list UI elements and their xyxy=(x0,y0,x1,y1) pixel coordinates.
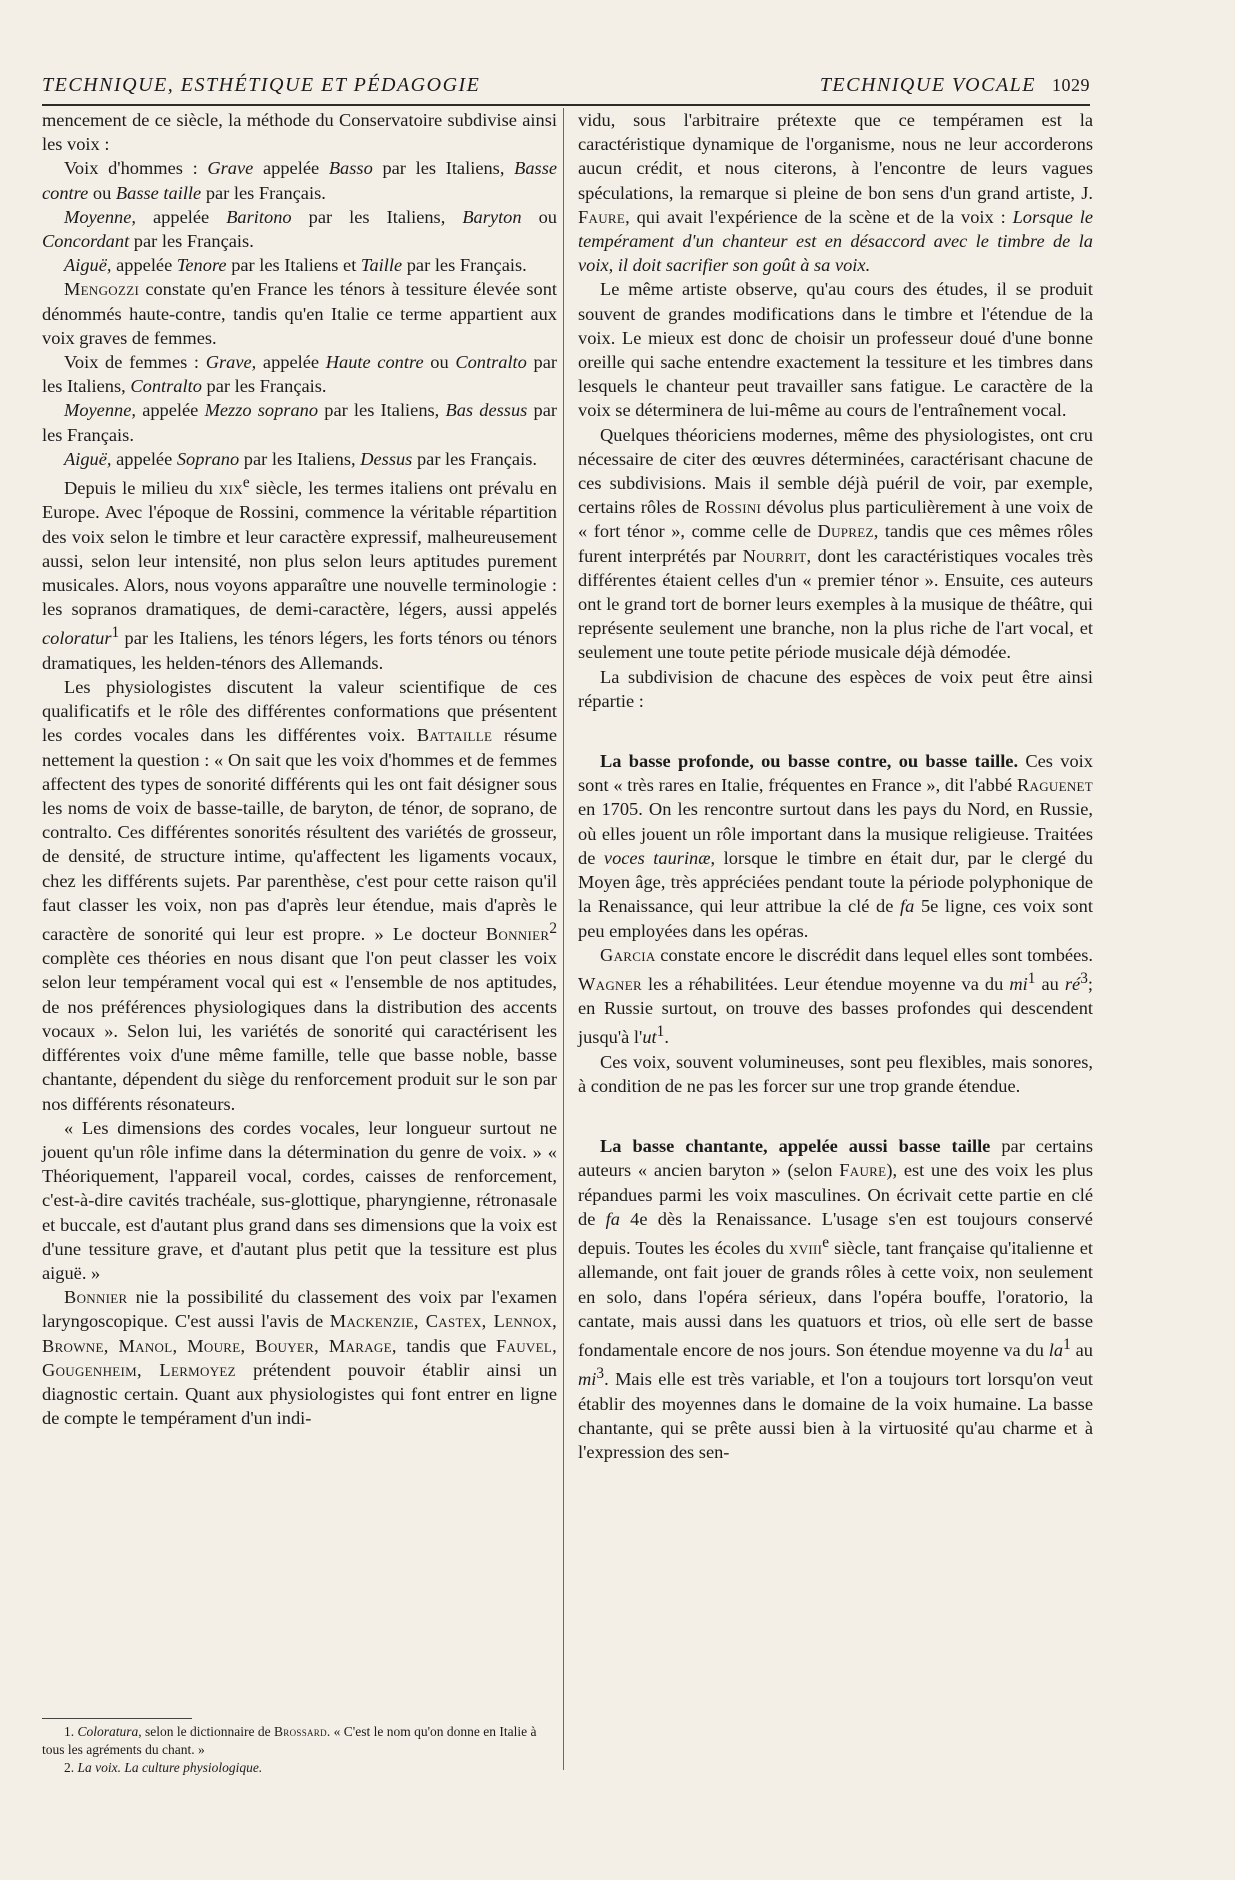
note: la xyxy=(1048,1340,1064,1361)
section-heading: La basse chantante, appelée aussi basse taille xyxy=(600,1136,991,1157)
text: Quelques théoriciens modernes, même des physiologistes, ont cru nécessaire de citer des œuvres déterminées, caractérisant chacune de ces subdivisions. Mais il semble déjà puéril de voir, par exemple, certains rôles de xyxy=(578,424,1093,518)
text: , selon le dictionnaire de xyxy=(138,1724,274,1739)
note: ré xyxy=(1064,974,1081,995)
text: fa xyxy=(900,896,915,917)
text: 5e ligne, ces voix sont peu employées dans les opéras. xyxy=(578,896,1093,941)
left-column xyxy=(42,108,557,1708)
text: . Mais elle est très variable, et l'on a toujours tort lorsqu'on veut établir des moyennes dans le domaine de la voix humaine. La basse chantante, qui se prête aussi bien à la virtuosité qu'au charme et à l'expression des sen- xyxy=(578,1369,1093,1462)
text: siècle, les termes italiens ont prévalu en Europe. Avec l'époque de Rossini, commence la véritable répartition des voix selon le timbre et leur caractère expressif, malheureusement aussi, selon leur intensité, non plus selon leurs aptitudes purement musicales. Alors, nous voyons apparaître une nouvelle terminologie : les sopranos dramatiques, de demi-caractère, légers, aussi appelés xyxy=(42,478,557,620)
author-name: Battaille xyxy=(416,725,493,746)
text: appelée xyxy=(111,255,177,276)
text: au xyxy=(1070,1340,1093,1361)
text: Voix de femmes : xyxy=(64,352,206,373)
text: ), est une des voix les plus répandues parmi les voix masculines. On écrivait cette partie en clé de xyxy=(578,1160,1093,1229)
author-name: Brossard xyxy=(273,1724,327,1739)
text: 1. xyxy=(64,1724,78,1739)
text: par les Français. xyxy=(402,255,527,276)
paragraph xyxy=(42,675,557,1116)
text: par certains auteurs « ancien baryton » (selon xyxy=(578,1136,1093,1181)
paragraph xyxy=(578,277,1093,422)
text: Basse contre xyxy=(42,158,558,203)
text: Taille xyxy=(360,255,403,276)
paragraph xyxy=(42,253,557,277)
text: , lorsque le timbre en était dur, par le clergé du Moyen âge, très appréciées pendant toute la période polyphonique de la Renaissance, qui leur attribue la clé de xyxy=(578,847,1093,917)
text: xviii xyxy=(789,1238,823,1259)
text: . « C'est le nom qu'on donne en Italie à tous les agréments du chant. » xyxy=(42,1724,537,1757)
text: voces taurinæ xyxy=(603,847,711,868)
superscript: 3 xyxy=(1080,969,1088,987)
text: coloratur xyxy=(42,628,112,649)
text: les a réhabilitées. Leur étendue moyenne va du xyxy=(641,974,1010,995)
text: Voix d'hommes : xyxy=(64,158,208,179)
note: mi xyxy=(578,1369,597,1390)
text: Moyenne, xyxy=(64,400,136,421)
paragraph xyxy=(42,398,557,446)
header-left-title: TECHNIQUE, ESTHÉTIQUE ET PÉDAGOGIE xyxy=(42,74,481,96)
footnote-2 xyxy=(42,1759,557,1777)
text: ou xyxy=(88,182,116,203)
paragraph xyxy=(578,943,1093,1050)
text: 2. xyxy=(64,1760,78,1775)
paragraph xyxy=(42,1116,557,1285)
text: appelée xyxy=(111,448,177,469)
text: appelée xyxy=(136,206,227,227)
author-name: Bonnier xyxy=(64,1287,128,1308)
superscript: 1 xyxy=(1063,1335,1071,1353)
text: xix xyxy=(218,478,243,499)
section-basse-chantante xyxy=(578,1134,1093,1464)
text: Bas dessus xyxy=(445,400,528,421)
footnote-rule xyxy=(42,1718,192,1719)
text: « Les dimensions des cordes vocales, leur longueur surtout ne jouent qu'un rôle infime dans la détermination du genre de voix. » « Théoriquement, l'appareil vocal, cordes, caisses de renforcement, c'est-à-dire cavités trachéale, sus-glottique, pharyngienne, rétronasale et buccale, est d'autant plus grand dans ses dimensions que la voix est d'une tessiture grave, et d'autant plus petit que la tessiture est plus aiguë. » xyxy=(42,1117,557,1283)
author-name: Faure xyxy=(578,206,626,227)
text: Le même artiste observe, qu'au cours des études, il se produit souvent de grandes modifications dans le timbre et l'étendue de la voix. Le mieux est donc de choisir un professeur doué d'une bonne oreille qui sache entendre exactement la tessiture et les timbres dans lesquels le chanteur peut travailler sans fatigue. Le caractère de la voix se déterminera de lui-même au cours de l'entraînement vocal. xyxy=(578,279,1093,421)
text: par les Français. xyxy=(201,182,326,203)
text: complète ces théories en nous disant que l'on peut classer les voix selon leur tempérament vocal qui est « l'ensemble de nos aptitudes, de nos préférences physiologiques dans la distribution des accents vocaux ». Selon lui, les variétés de sonorité qui caractérisent les différentes voix d'une même famille, telle que basse noble, basse chantante, dépendent du siège du renforcement produit sur le son par nos différents résonateurs. xyxy=(42,948,557,1114)
text: siècle, tant française qu'italienne et allemande, ont fait jouer de grands rôles à cette voix, non seulement en solo, dans l'opéra sérieux, dans l'opéra bouffe, l'oratorio, la cantate, mais aussi dans les quatuors et trios, où elle sert de basse fondamentale encore de nos jours. Son étendue moyenne va du xyxy=(578,1238,1094,1361)
author-name: Bonnier xyxy=(485,924,550,945)
text: Aiguë, xyxy=(64,255,112,276)
text: Contralto xyxy=(130,376,202,397)
text: Grave xyxy=(207,158,254,179)
author-name: Raguenet xyxy=(1016,775,1093,796)
text: Les physiologistes discutent la valeur scientifique de ces qualificatifs et le rôle des différentes conformations que présentent les cordes vocales dans les différentes voix. xyxy=(42,676,557,746)
text: vidu, sous l'arbitraire prétexte que ce tempéramen est la caractéristique dynamique de l'organisme, nous ne leur accorderons aucun crédit, et nous citerons, à l'encontre de leurs vagues spéculations, la remarque si pleine de bon sens d'un grand artiste, J. xyxy=(578,110,1093,203)
superscript: 1 xyxy=(1027,969,1036,987)
text: par les Français. xyxy=(412,448,537,469)
header-rule xyxy=(42,104,1090,106)
text: . xyxy=(664,1027,669,1048)
text: Coloratura xyxy=(77,1724,139,1739)
text: constate qu'en France les ténors à tessiture élevée sont dénommés haute-contre, tandis qu'en Italie ce terme appartient aux voix graves de femmes. xyxy=(42,279,557,348)
header-right xyxy=(820,74,1090,97)
author-name: Faure xyxy=(839,1160,887,1181)
running-header xyxy=(40,74,1090,102)
right-column xyxy=(578,108,1093,1464)
paragraph xyxy=(42,108,557,156)
text: par les Italiens, xyxy=(239,448,361,469)
text: en 1705. On les rencontre surtout dans les pays du Nord, en Russie, où elles jouent un rôle important dans la musique religieuse. Traitées de xyxy=(578,799,1093,868)
text: par les Italiens et xyxy=(226,255,361,276)
paragraph xyxy=(578,1050,1093,1098)
text: Aiguë, xyxy=(64,448,112,469)
header-right-title: TECHNIQUE VOCALE xyxy=(819,74,1036,96)
superscript: e xyxy=(242,474,250,492)
footnote-ref: 1 xyxy=(111,624,120,642)
paragraph xyxy=(42,277,557,350)
paragraph xyxy=(42,1285,557,1430)
text: , qui avait l'expérience de la scène et de la voix : xyxy=(625,206,1013,227)
text: Basso xyxy=(328,158,373,179)
text: par les Français. xyxy=(42,400,557,445)
text: par les Français. xyxy=(201,376,327,397)
text: par les Italiens, xyxy=(372,158,515,179)
page-number: 1029 xyxy=(1052,75,1090,95)
paragraph xyxy=(42,205,557,253)
superscript: 1 xyxy=(656,1023,665,1041)
text: au xyxy=(1035,974,1065,995)
author-names: Fauvel, Gougenheim, Lermoyez xyxy=(42,1335,557,1380)
author-name: Wagner xyxy=(578,974,642,995)
paragraph xyxy=(578,423,1093,665)
footnote-ref: 2 xyxy=(549,919,557,937)
text: Tenore xyxy=(176,255,227,276)
text: , tandis que ces mêmes rôles furent interprétés par xyxy=(578,521,1093,566)
text: par les Italiens, xyxy=(291,206,463,227)
paragraph xyxy=(42,156,557,204)
text: Ces voix, souvent volumineuses, sont peu flexibles, mais sonores, à condition de ne pas les forcer sur une trop grande étendue. xyxy=(578,1051,1093,1096)
text: Concordant xyxy=(42,231,130,252)
paragraph xyxy=(42,447,557,471)
author-name: Mengozzi xyxy=(64,279,140,300)
text: Baryton xyxy=(462,206,522,227)
text: Contralto xyxy=(455,352,527,373)
text: La subdivision de chacune des espèces de voix peut être ainsi répartie : xyxy=(578,666,1093,711)
text: Baritono xyxy=(226,206,292,227)
text: , dont les caractéristiques vocales très différentes étaient celles d'un « premier ténor ». Ensuite, ces auteurs ont le grand tort de borner leurs exemples à la musique de théâtre, qui représente seulement une branche, non la plus riche de l'art vocal, et seulement une toute petite période musicale déjà démodée. xyxy=(578,545,1093,663)
text: dévolus plus particulièrement à une voix de « fort ténor », comme celle de xyxy=(578,497,1093,542)
author-name: Nourrit xyxy=(742,545,807,566)
superscript: 3 xyxy=(596,1365,605,1383)
text: Moyenne, xyxy=(64,206,136,227)
footnotes xyxy=(42,1718,557,1777)
text: appelée xyxy=(136,400,205,421)
text: mencement de ce siècle, la méthode du Conservatoire subdivise ainsi les voix : xyxy=(42,110,557,155)
text: appelée xyxy=(256,352,326,373)
text: La voix. La culture physiologique. xyxy=(77,1760,263,1775)
quote: Lorsque le tempérament d'un chanteur est en désaccord avec le timbre de la voix, il doit sacrifier son goût à sa voix. xyxy=(578,206,1093,276)
text: Grave, xyxy=(205,352,257,373)
text: fa xyxy=(605,1208,620,1229)
text: Soprano xyxy=(176,448,240,469)
paragraph xyxy=(578,108,1093,277)
paragraph xyxy=(42,471,557,675)
superscript: e xyxy=(822,1233,830,1251)
text: ; en Russie surtout, on trouve des basses profondes qui descendent jusqu'à l' xyxy=(578,974,1093,1048)
text: Ces voix sont « très rares en Italie, fréquentes en France », dit l'abbé xyxy=(578,751,1093,796)
text: Mezzo soprano xyxy=(204,400,319,421)
text: Basse taille xyxy=(115,182,202,203)
section-heading: La basse profonde, ou basse contre, ou basse taille. xyxy=(600,751,1019,772)
section-basse-profonde xyxy=(578,749,1093,943)
author-names: Mackenzie, Castex, Lennox, Browne, Manol, Moure, Bouyer, Marage, xyxy=(42,1311,557,1356)
author-name: Rossini xyxy=(704,497,762,518)
text: ou xyxy=(423,352,456,373)
text: 4e dès la Renaissance. L'usage s'en est toujours conservé depuis. Toutes les écoles du xyxy=(578,1208,1093,1259)
text: par les Italiens, xyxy=(42,352,558,397)
column-separator xyxy=(563,108,564,1770)
note: ut xyxy=(642,1027,657,1048)
author-name: Duprez xyxy=(817,521,874,542)
text: appelée xyxy=(253,158,329,179)
author-name: Garcia xyxy=(600,944,656,965)
note: mi xyxy=(1009,974,1028,995)
paragraph xyxy=(578,665,1093,713)
text: Haute contre xyxy=(325,352,424,373)
text: Depuis le milieu du xyxy=(64,478,219,499)
footnote-1 xyxy=(42,1723,557,1759)
text: prétendent pouvoir établir ainsi un diagnostic certain. Quant aux physiologistes qui font entrer en ligne de compte le tempérament d'un indi- xyxy=(42,1359,557,1429)
text: tandis que xyxy=(396,1335,497,1356)
text: résume nettement la question : « On sait que les voix d'hommes et de femmes affectent des types de sonorité différents qui les ont fait désigner sous les noms de voix de basse-taille, de baryton, de ténor, de soprano, de contralto. Ces différentes sonorités résultent des variétés de grosseur, de densité, de structure intime, qu'affectent les ligaments vocaux, chez les différents sujets. Par parenthèse, c'est pour cette raison qu'il faut classer les voix, non pas d'après leur étendue, mais d'après le caractère de sonorité qui leur est propre. » Le docteur xyxy=(42,725,557,945)
text: constate encore le discrédit dans lequel elles sont tombées. xyxy=(655,944,1093,965)
text: ou xyxy=(521,206,557,227)
text: par les Italiens, xyxy=(318,400,446,421)
text: Dessus xyxy=(360,448,413,469)
text: nie la possibilité du classement des voix par l'examen laryngoscopique. C'est aussi l'avis de xyxy=(42,1287,557,1332)
text: par les Italiens, les ténors légers, les forts ténors ou ténors dramatiques, les helden-ténors des Allemands. xyxy=(42,628,557,673)
paragraph xyxy=(42,350,557,398)
text: par les Français. xyxy=(129,231,254,252)
